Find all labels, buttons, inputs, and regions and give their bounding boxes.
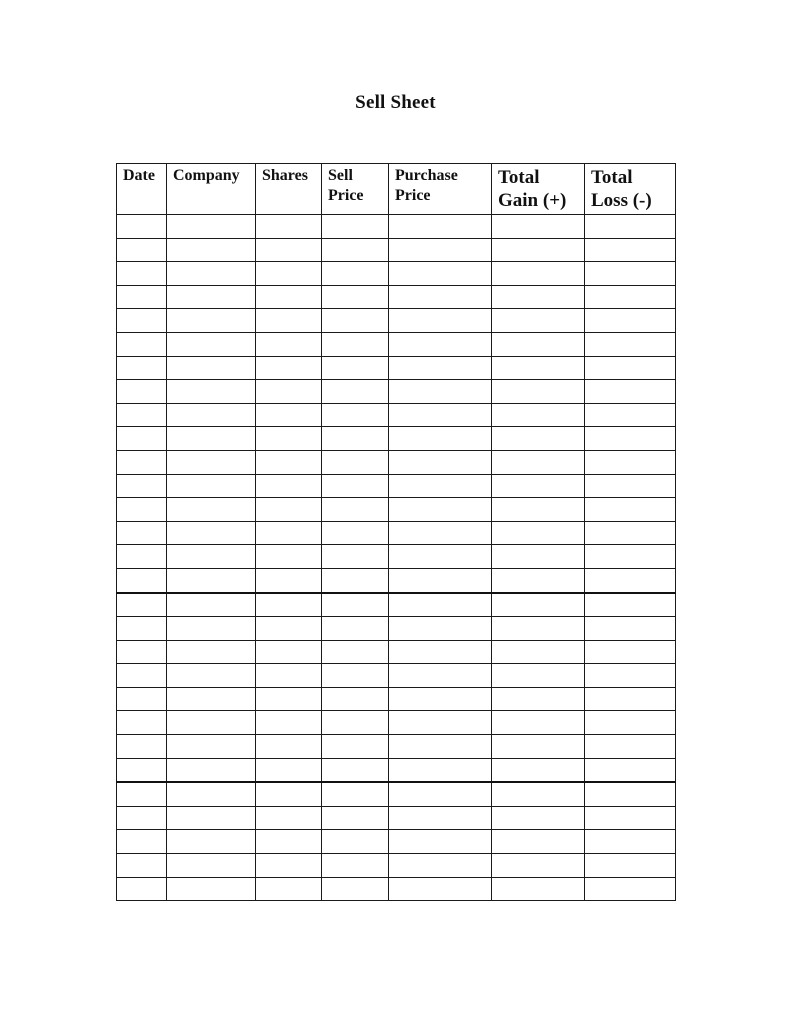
cell-total-loss — [585, 285, 676, 309]
cell-company — [167, 640, 256, 664]
cell-total-loss — [585, 877, 676, 901]
cell-sell-price — [322, 332, 389, 356]
sheet-body — [117, 215, 676, 901]
cell-total-loss — [585, 238, 676, 262]
cell-total-gain — [492, 568, 585, 592]
cell-company — [167, 758, 256, 782]
header-row — [117, 164, 676, 215]
cell-date — [117, 735, 167, 759]
table-row — [117, 403, 676, 427]
cell-company — [167, 687, 256, 711]
cell-total-loss — [585, 450, 676, 474]
cell-total-gain — [492, 617, 585, 641]
column-header-label: Total — [591, 167, 633, 188]
cell-total-loss — [585, 498, 676, 522]
cell-total-gain — [492, 285, 585, 309]
cell-company — [167, 285, 256, 309]
cell-total-loss — [585, 568, 676, 592]
cell-company — [167, 356, 256, 380]
cell-sell-price — [322, 877, 389, 901]
cell-date — [117, 450, 167, 474]
cell-purchase-price — [389, 498, 492, 522]
cell-purchase-price — [389, 687, 492, 711]
cell-total-gain — [492, 640, 585, 664]
cell-total-loss — [585, 687, 676, 711]
page-title: Sell Sheet — [355, 92, 436, 113]
cell-total-loss — [585, 640, 676, 664]
cell-total-loss — [585, 735, 676, 759]
cell-purchase-price — [389, 285, 492, 309]
cell-purchase-price — [389, 521, 492, 545]
cell-purchase-price — [389, 238, 492, 262]
table-row — [117, 711, 676, 735]
cell-date — [117, 521, 167, 545]
cell-purchase-price — [389, 474, 492, 498]
table-row — [117, 782, 676, 806]
cell-company — [167, 545, 256, 569]
cell-company — [167, 403, 256, 427]
column-header-label: Date — [123, 167, 155, 184]
cell-date — [117, 474, 167, 498]
table-row — [117, 664, 676, 688]
cell-company — [167, 877, 256, 901]
table-row — [117, 521, 676, 545]
table-row — [117, 450, 676, 474]
cell-sell-price — [322, 664, 389, 688]
cell-purchase-price — [389, 664, 492, 688]
table-row — [117, 593, 676, 617]
cell-total-gain — [492, 450, 585, 474]
cell-purchase-price — [389, 568, 492, 592]
cell-shares — [256, 617, 322, 641]
cell-company — [167, 664, 256, 688]
cell-purchase-price — [389, 640, 492, 664]
cell-shares — [256, 830, 322, 854]
cell-shares — [256, 758, 322, 782]
cell-shares — [256, 545, 322, 569]
cell-sell-price — [322, 262, 389, 286]
cell-purchase-price — [389, 380, 492, 404]
cell-sell-price — [322, 356, 389, 380]
cell-date — [117, 356, 167, 380]
cell-total-loss — [585, 806, 676, 830]
cell-purchase-price — [389, 711, 492, 735]
cell-sell-price — [322, 711, 389, 735]
cell-purchase-price — [389, 403, 492, 427]
column-header-purchase-price — [389, 164, 492, 215]
cell-total-gain — [492, 215, 585, 239]
cell-total-loss — [585, 617, 676, 641]
cell-total-gain — [492, 380, 585, 404]
cell-purchase-price — [389, 427, 492, 451]
cell-sell-price — [322, 782, 389, 806]
cell-total-gain — [492, 262, 585, 286]
cell-sell-price — [322, 687, 389, 711]
cell-total-gain — [492, 782, 585, 806]
cell-shares — [256, 450, 322, 474]
column-header-label: Company — [173, 167, 240, 184]
cell-total-loss — [585, 380, 676, 404]
cell-shares — [256, 735, 322, 759]
cell-sell-price — [322, 521, 389, 545]
cell-purchase-price — [389, 215, 492, 239]
column-header-label: Price — [395, 187, 431, 204]
cell-date — [117, 758, 167, 782]
cell-date — [117, 332, 167, 356]
cell-total-gain — [492, 403, 585, 427]
cell-date — [117, 309, 167, 333]
cell-shares — [256, 380, 322, 404]
cell-shares — [256, 474, 322, 498]
cell-sell-price — [322, 427, 389, 451]
column-header-label: Total — [498, 167, 540, 188]
cell-purchase-price — [389, 782, 492, 806]
cell-date — [117, 403, 167, 427]
column-header-label: Purchase — [395, 167, 458, 184]
table-row — [117, 309, 676, 333]
cell-company — [167, 854, 256, 878]
cell-sell-price — [322, 215, 389, 239]
cell-sell-price — [322, 285, 389, 309]
table-row — [117, 877, 676, 901]
cell-shares — [256, 687, 322, 711]
cell-shares — [256, 877, 322, 901]
cell-purchase-price — [389, 262, 492, 286]
table-row — [117, 380, 676, 404]
column-header-label: Loss (-) — [591, 190, 652, 211]
cell-purchase-price — [389, 593, 492, 617]
cell-total-loss — [585, 403, 676, 427]
table-row — [117, 758, 676, 782]
cell-total-gain — [492, 758, 585, 782]
cell-sell-price — [322, 735, 389, 759]
cell-date — [117, 854, 167, 878]
cell-date — [117, 617, 167, 641]
cell-total-gain — [492, 521, 585, 545]
cell-total-gain — [492, 498, 585, 522]
cell-shares — [256, 593, 322, 617]
cell-shares — [256, 640, 322, 664]
cell-sell-price — [322, 403, 389, 427]
cell-total-loss — [585, 854, 676, 878]
cell-purchase-price — [389, 854, 492, 878]
cell-date — [117, 215, 167, 239]
cell-shares — [256, 332, 322, 356]
cell-company — [167, 262, 256, 286]
cell-date — [117, 498, 167, 522]
cell-date — [117, 687, 167, 711]
cell-company — [167, 735, 256, 759]
cell-total-gain — [492, 664, 585, 688]
cell-total-gain — [492, 593, 585, 617]
cell-company — [167, 332, 256, 356]
cell-shares — [256, 285, 322, 309]
cell-company — [167, 806, 256, 830]
cell-purchase-price — [389, 877, 492, 901]
cell-total-loss — [585, 830, 676, 854]
cell-company — [167, 380, 256, 404]
cell-shares — [256, 427, 322, 451]
cell-total-gain — [492, 238, 585, 262]
table-row — [117, 830, 676, 854]
cell-purchase-price — [389, 309, 492, 333]
cell-total-loss — [585, 664, 676, 688]
cell-sell-price — [322, 474, 389, 498]
cell-company — [167, 521, 256, 545]
cell-sell-price — [322, 238, 389, 262]
cell-purchase-price — [389, 758, 492, 782]
cell-shares — [256, 664, 322, 688]
table-row — [117, 806, 676, 830]
cell-total-loss — [585, 262, 676, 286]
column-header-label: Sell — [328, 167, 353, 184]
cell-total-gain — [492, 545, 585, 569]
cell-date — [117, 262, 167, 286]
cell-total-loss — [585, 215, 676, 239]
cell-date — [117, 568, 167, 592]
cell-company — [167, 309, 256, 333]
cell-purchase-price — [389, 735, 492, 759]
cell-company — [167, 711, 256, 735]
column-header-label: Shares — [262, 167, 308, 184]
cell-date — [117, 593, 167, 617]
table-row — [117, 854, 676, 878]
table-row — [117, 687, 676, 711]
cell-purchase-price — [389, 617, 492, 641]
cell-company — [167, 617, 256, 641]
cell-purchase-price — [389, 356, 492, 380]
cell-date — [117, 806, 167, 830]
table-row — [117, 332, 676, 356]
column-header-total-loss — [585, 164, 676, 215]
cell-sell-price — [322, 854, 389, 878]
table-row — [117, 498, 676, 522]
cell-purchase-price — [389, 545, 492, 569]
cell-date — [117, 380, 167, 404]
cell-total-gain — [492, 830, 585, 854]
cell-total-gain — [492, 711, 585, 735]
cell-date — [117, 545, 167, 569]
cell-total-loss — [585, 593, 676, 617]
table-row — [117, 215, 676, 239]
cell-sell-price — [322, 498, 389, 522]
cell-total-gain — [492, 854, 585, 878]
column-header-sell-price — [322, 164, 389, 215]
cell-company — [167, 427, 256, 451]
cell-purchase-price — [389, 332, 492, 356]
cell-total-loss — [585, 545, 676, 569]
table-row — [117, 640, 676, 664]
cell-company — [167, 568, 256, 592]
table-row — [117, 474, 676, 498]
cell-total-gain — [492, 356, 585, 380]
cell-sell-price — [322, 380, 389, 404]
cell-total-gain — [492, 427, 585, 451]
cell-company — [167, 782, 256, 806]
cell-sell-price — [322, 450, 389, 474]
column-header-total-gain — [492, 164, 585, 215]
column-header-date — [117, 164, 167, 215]
cell-company — [167, 498, 256, 522]
cell-date — [117, 640, 167, 664]
cell-total-loss — [585, 356, 676, 380]
cell-shares — [256, 403, 322, 427]
cell-sell-price — [322, 640, 389, 664]
sell-sheet-table — [116, 163, 676, 901]
column-header-shares — [256, 164, 322, 215]
table-row — [117, 568, 676, 592]
cell-shares — [256, 262, 322, 286]
cell-date — [117, 427, 167, 451]
cell-shares — [256, 711, 322, 735]
cell-company — [167, 830, 256, 854]
cell-company — [167, 450, 256, 474]
cell-total-gain — [492, 806, 585, 830]
table-row — [117, 238, 676, 262]
cell-company — [167, 593, 256, 617]
cell-total-loss — [585, 427, 676, 451]
column-header-label: Gain (+) — [498, 190, 567, 211]
cell-total-loss — [585, 332, 676, 356]
cell-shares — [256, 309, 322, 333]
cell-date — [117, 782, 167, 806]
table-row — [117, 356, 676, 380]
cell-company — [167, 474, 256, 498]
cell-sell-price — [322, 617, 389, 641]
cell-date — [117, 711, 167, 735]
table-row — [117, 545, 676, 569]
cell-total-gain — [492, 877, 585, 901]
cell-purchase-price — [389, 806, 492, 830]
cell-shares — [256, 356, 322, 380]
table-row — [117, 262, 676, 286]
cell-company — [167, 238, 256, 262]
cell-total-loss — [585, 782, 676, 806]
cell-total-gain — [492, 474, 585, 498]
cell-shares — [256, 521, 322, 545]
cell-total-gain — [492, 687, 585, 711]
cell-total-gain — [492, 332, 585, 356]
cell-date — [117, 285, 167, 309]
cell-total-loss — [585, 711, 676, 735]
cell-total-gain — [492, 735, 585, 759]
table-row — [117, 617, 676, 641]
cell-sell-price — [322, 593, 389, 617]
cell-total-loss — [585, 474, 676, 498]
cell-shares — [256, 782, 322, 806]
cell-company — [167, 215, 256, 239]
cell-date — [117, 877, 167, 901]
table-row — [117, 735, 676, 759]
cell-shares — [256, 238, 322, 262]
cell-shares — [256, 568, 322, 592]
cell-total-loss — [585, 758, 676, 782]
cell-purchase-price — [389, 830, 492, 854]
cell-sell-price — [322, 309, 389, 333]
cell-date — [117, 830, 167, 854]
cell-purchase-price — [389, 450, 492, 474]
cell-sell-price — [322, 806, 389, 830]
cell-date — [117, 664, 167, 688]
column-header-company — [167, 164, 256, 215]
cell-total-loss — [585, 521, 676, 545]
cell-shares — [256, 806, 322, 830]
cell-sell-price — [322, 758, 389, 782]
cell-sell-price — [322, 545, 389, 569]
cell-sell-price — [322, 830, 389, 854]
cell-sell-price — [322, 568, 389, 592]
table-row — [117, 427, 676, 451]
column-header-label: Price — [328, 187, 364, 204]
cell-total-loss — [585, 309, 676, 333]
cell-shares — [256, 854, 322, 878]
cell-shares — [256, 498, 322, 522]
cell-total-gain — [492, 309, 585, 333]
table-row — [117, 285, 676, 309]
cell-shares — [256, 215, 322, 239]
cell-date — [117, 238, 167, 262]
